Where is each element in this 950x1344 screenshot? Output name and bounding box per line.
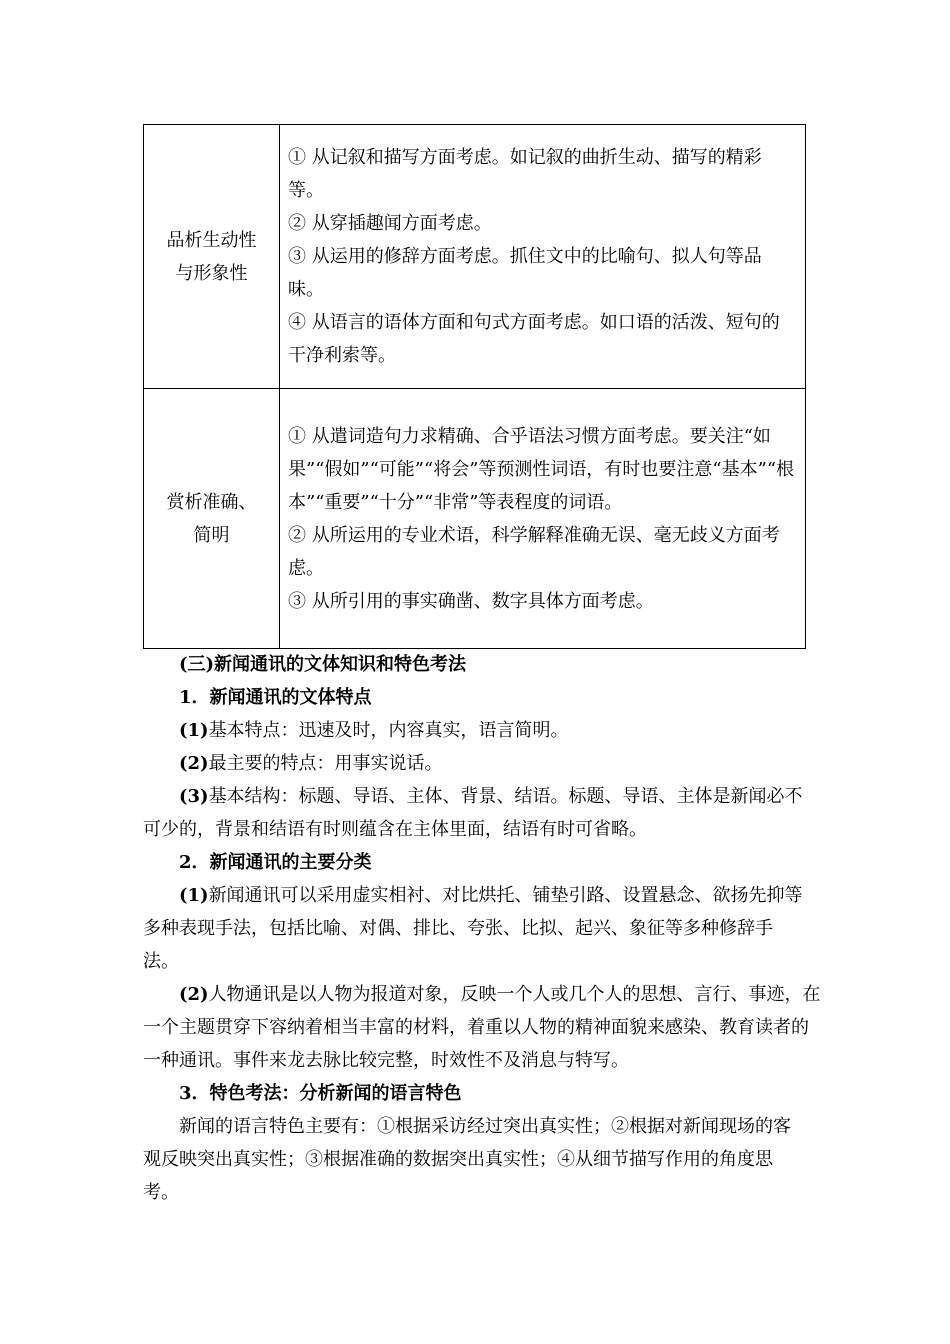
row-label-line: 品析生动性 [166, 229, 257, 251]
section-heading: (三)新闻通讯的文体知识和特色考法 [179, 654, 467, 675]
paragraph-text: 基本特点：迅速及时，内容真实，语言简明。 [208, 720, 569, 741]
list-item: ② 从所运用的专业术语，科学解释准确无误、毫无歧义方面考虑。 [288, 524, 780, 579]
item-number: (2) [179, 753, 209, 774]
row-content-cell [280, 389, 806, 649]
table-row [144, 125, 806, 389]
paragraph [143, 747, 823, 780]
paragraph-text: 基本结构：标题、导语、主体、背景、结语。标题、导语、主体是新闻必不可少的，背景和结语有时则蕴含在主体里面，结语有时可省略。 [143, 786, 803, 840]
row-label-cell [144, 389, 280, 649]
list-item: ① 从记叙和描写方面考虑。如记叙的曲折生动、描写的精彩等。 [288, 147, 762, 201]
section-body [143, 648, 823, 1209]
row-label-line: 赏析准确、 [166, 491, 257, 513]
list-item: ② 从穿插趣闻方面考虑。 [288, 213, 492, 234]
paragraph-text: 人物通讯是以人物为报道对象，反映一个人或几个人的思想、言行、事迹，在一个主题贯穿下容纳着相当丰富的材料，着重以人物的精神面貌来感染、教育读者的一种通讯。事件来龙去脉比较完整，时效性不及消息与特写。 [143, 984, 821, 1071]
paragraph [143, 714, 823, 747]
paragraph-text: 新闻通讯可以采用虚实相衬、对比烘托、铺垫引路、设置悬念、欲扬先抑等多种表现手法，包括比喻、对偶、排比、夸张、比拟、起兴、象征等多种修辞手法。 [143, 885, 803, 972]
list-item: ③ 从所引用的事实确凿、数字具体方面考虑。 [288, 590, 654, 612]
row-content-cell [280, 125, 806, 389]
item-number: (1) [179, 720, 209, 741]
item-number: (3) [179, 786, 209, 807]
row-label-cell [144, 125, 280, 389]
item-number: (1) [179, 885, 209, 906]
paragraph [143, 978, 823, 1077]
list-item: ① 从遣词造句力求精确、合乎语法习惯方面考虑。要关注“如果”“假如”“可能”“将会”等预测性词语，有时也要注意“基本”“根本”“重要”“十分”“非常”等表程度的词语。 [288, 425, 795, 513]
paragraph: 新闻的语言特色主要有：①根据采访经过突出真实性；②根据对新闻现场的客观反映突出真实性；③根据准确的数据突出真实性；④从细节描写作用的角度思考。 [143, 1116, 791, 1203]
paragraph-text: 最主要的特点：用事实说话。 [208, 753, 443, 774]
paragraph [143, 879, 823, 978]
list-item: ③ 从运用的修辞方面考虑。抓住文中的比喻句、拟人句等品味。 [288, 246, 762, 300]
subsection-title: 1．新闻通讯的文体特点 [179, 687, 372, 708]
subsection-title: 3．特色考法：分析新闻的语言特色 [179, 1083, 462, 1104]
paragraph [143, 780, 823, 846]
row-label-line: 与形象性 [175, 262, 248, 284]
list-item: ④ 从语言的语体方面和句式方面考虑。如口语的活泼、短句的干净利索等。 [288, 312, 780, 366]
table-row [144, 389, 806, 649]
item-number: (2) [179, 984, 209, 1005]
method-table [143, 124, 806, 649]
row-label-line: 简明 [193, 524, 230, 546]
subsection-title: 2．新闻通讯的主要分类 [179, 852, 372, 873]
